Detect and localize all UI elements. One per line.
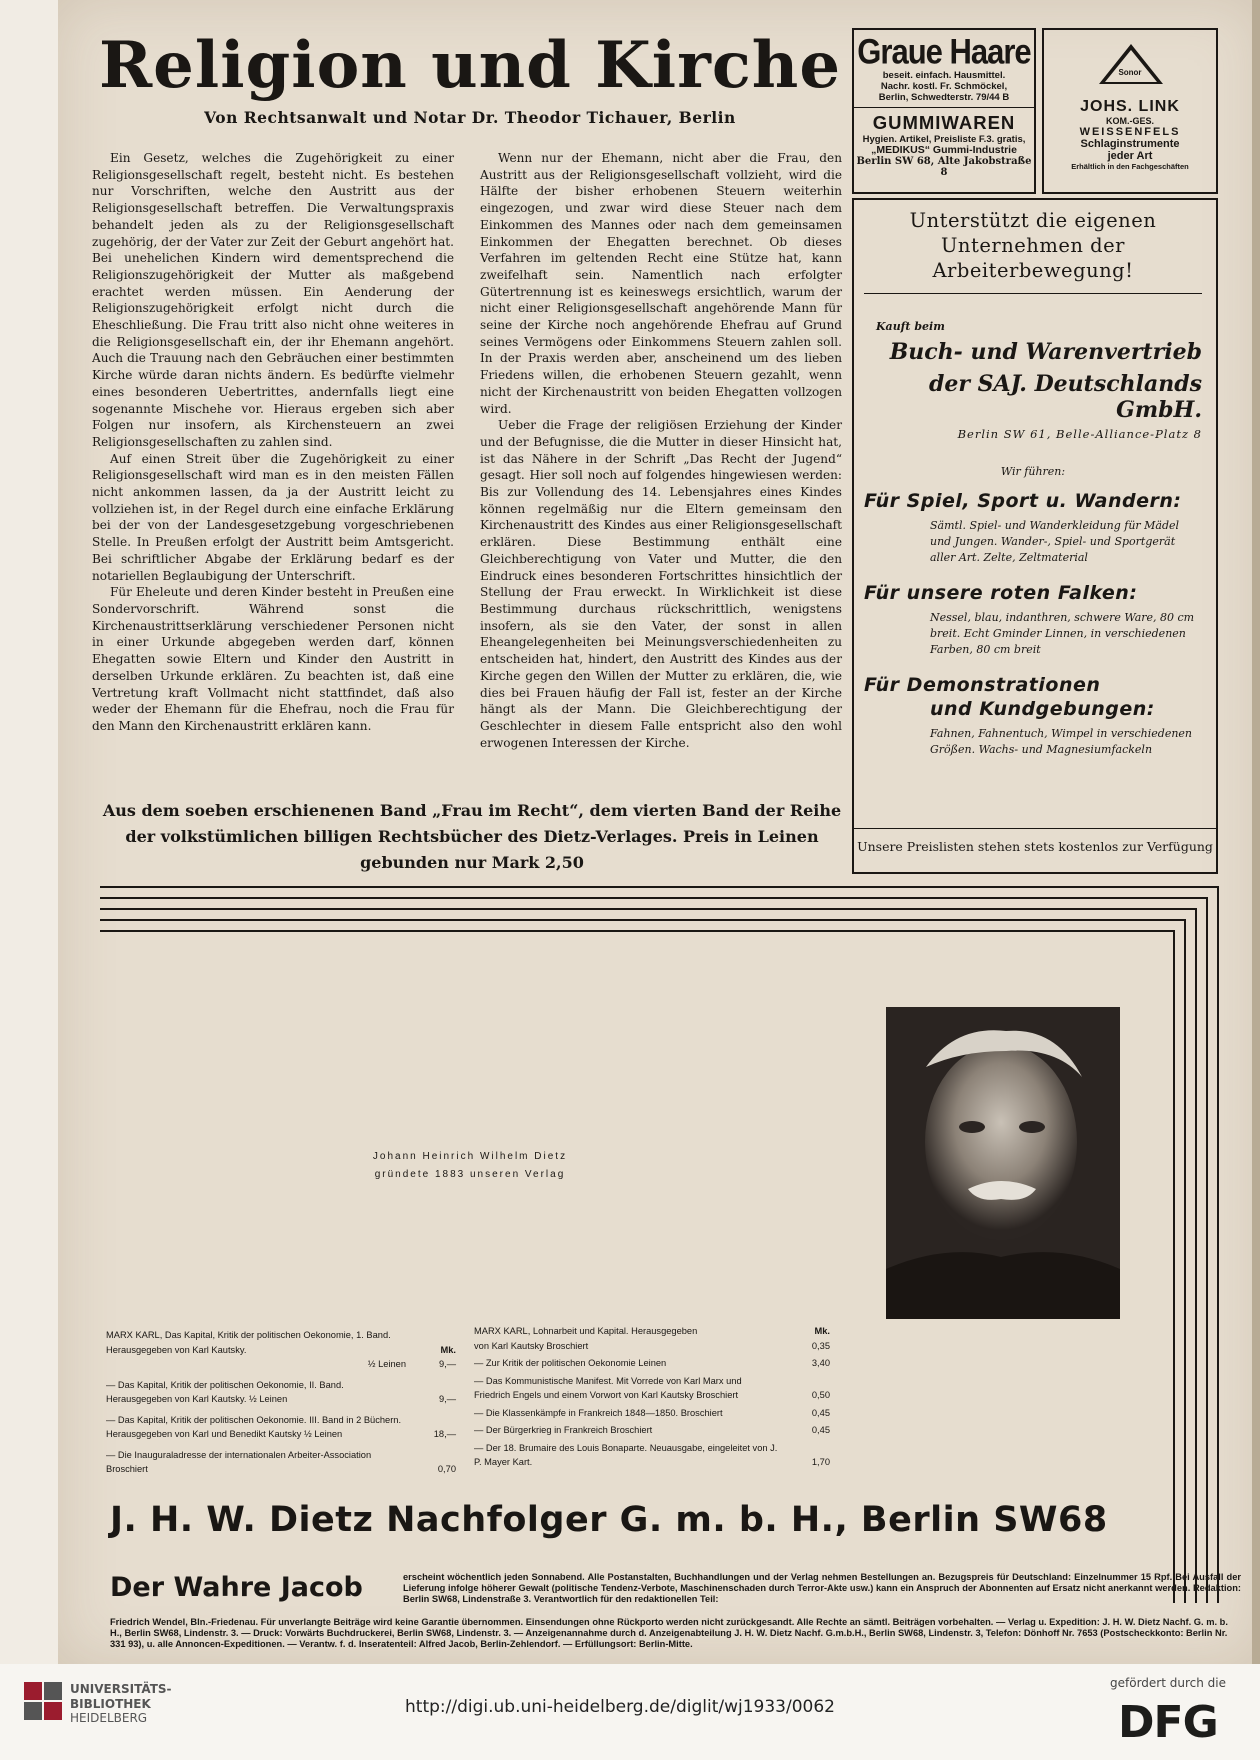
sonor-city: WEISSENFELS <box>1079 126 1181 138</box>
article-column-2 <box>480 150 842 751</box>
ad-wir-fuehren: Wir führen: <box>1000 465 1066 478</box>
dfg-logo: DFG <box>1118 1697 1218 1748</box>
book-price: 9,— <box>438 1359 456 1369</box>
book-title: — Der Bürgerkrieg in Frankreich Broschiert <box>474 1425 653 1435</box>
book-entry <box>106 1328 456 1357</box>
library-name <box>70 1682 172 1726</box>
ad-graue-title: Graue Haare <box>857 31 1031 72</box>
book-title: von Karl Kautsky Broschiert <box>474 1340 589 1351</box>
portrait-caption <box>340 1148 600 1184</box>
ad-gummiwaren-title: GUMMIWAREN <box>872 112 1016 133</box>
book-price: 18,— <box>433 1429 456 1439</box>
book-price: Mk. <box>814 1326 830 1336</box>
book-price: 0,45 <box>811 1407 830 1418</box>
ad-company-name: Buch- und Warenvertrieb <box>889 339 1202 365</box>
book-entry <box>106 1448 456 1477</box>
ad-preislisten: Unsere Preislisten stehen stets kostenlos zur Verfügung <box>854 828 1216 854</box>
paragraph: Ein Gesetz, welches die Zugehörigkeit zu einer Religionsgesellschaft regelt, besteht nicht. Es bestehen nur Vorschriften, welche den Austritt aus der Religionsgesellschaft betreffen. Die Verwaltungspraxis behandelt jeden als zu der Religionsgesellschaft zugehörig, der der Vater zur Zeit der Geburt angehört hat. Bei unehelichen Kindern wird dementsprechend die Religionszugehörigkeit der Mutter als maßgebend erachtet werden müssen. Ein Aenderung der Religionszugehörigkeit erfolgt nicht durch die Eheschließung. Die Frau tritt also nicht ohne weiteres in die Religionsgesellschaft ein, der ihr Ehemann angehört. Auch die Trauung nach den Gebräuchen einer bestimmten Kirche würde daran nichts ändern. Es bedürfte vielmehr eines besonderen Uebertrittes, andernfalls liegt eine sogenannte Mischehe vor. Hieraus ergeben sich aber Folgen nur insofern, als Kirchensteuern an zwei Religionsgesellschaften zu zahlen sind. <box>92 151 454 449</box>
book-title: — Das Kapital, Kritik der politischen Oekonomie, II. Band. Herausgegeben von Karl Kautsky. ½ Leinen <box>106 1379 344 1404</box>
book-price: 9,— <box>438 1394 456 1404</box>
ad-saj-vertrieb <box>852 198 1218 874</box>
book-title: — Das Kommunistische Manifest. Mit Vorrede von Karl Marx und Friedrich Engels und einem Vorwort von Karl Kautsky Broschiert <box>474 1375 742 1400</box>
library-line: UNIVERSITÄTS- <box>70 1682 172 1696</box>
book-entry <box>474 1406 830 1421</box>
book-title: — Die Klassenkämpfe in Frankreich 1848—1850. Broschiert <box>474 1407 723 1418</box>
sonor-product: Schlaginstrumente <box>1080 138 1180 150</box>
book-title: MARX KARL, Lohnarbeit und Kapital. Herausgegeben <box>474 1326 698 1336</box>
book-price: 3,40 <box>811 1358 830 1368</box>
sonor-company: JOHS. LINK <box>1080 98 1180 115</box>
ad-graue-line: beseit. einfach. Hausmittel. <box>882 70 1006 81</box>
book-title: — Die Inauguraladresse der internationalen Arbeiter-Association Broschiert <box>106 1449 372 1474</box>
ad-sonor <box>1042 28 1218 194</box>
article-headline: Religion und Kirche <box>98 28 842 103</box>
ad-graue-line: Berlin, Schwedterstr. 79/44 B <box>878 92 1010 103</box>
masthead-text: erscheint wöchentlich jeden Sonnabend. Alle Postanstalten, Buchhandlungen und der Verlag nehmen Bestellungen an. Bezugspreis für Deutschland: Einzelnummer 15 Rpf. Bei Ausfall der Lieferung infolge höherer Gewalt (politische Tendenz-Verbote, Maschinenschaden durch Terror-Akte usw.) kann ein Anspruch der Abonnenten auf Ersatz nicht anerkannt werden. Redaktion: Berlin SW68, Lindenstraße 3. Verantwortlich für den redaktionellen Teil: <box>403 1572 1241 1605</box>
paragraph: Ueber die Frage der religiösen Erziehung der Kinder und der Befugnisse, die die Mutter in dieser Hinsicht hat, ist das Nähere in der Schrift „Das Recht der Jugend“ gesagt. Hier soll noch auf folgendes hingewiesen werden: Bis zur Vollendung des 14. Lebensjahres eines Kindes können regelmäßig nur die Eltern gemeinsam den Kirchenaustritt des Kindes aus einer Religionsgesellschaft erklären. Diese Bestimmung enthält eine Gleichberechtigung von Vater und Mutter, die den Eindruck eines besonderen Fortschrittes hinsichtlich der Stellung der Frau erweckt. In Wirklichkeit ist diese Bestimmung durchaus rückschrittlich, wenigstens insofern, als sie den Vater, der sonst in allen Eheangelegenheiten bei Meinungsverschiedenheiten zu entscheiden hat, hindert, den Austritt des Kindes aus der Kirche gegen den Willen der Mutter zu erklären, die, wie dies bei Frauen häufig der Fall ist, fester an der Kirche hängt als der Mann. Die Gleichberechtigung der Geschlechter in diesem Falle entspricht also den wohl erwogenen Interessen der Kirche. <box>480 418 842 750</box>
ad-section-text: Nessel, blau, indanthren, schwere Ware, 80 cm breit. Echt Gminder Linnen, in verschiedenen Farben, 80 cm breit <box>930 611 1195 656</box>
book-price: 0,50 <box>811 1390 830 1400</box>
divider <box>854 107 1034 108</box>
caption-line: Johann Heinrich Wilhelm Dietz <box>372 1151 568 1162</box>
caption-line: gründete 1883 unseren Verlag <box>374 1169 566 1180</box>
ad-graue-haare <box>852 28 1036 194</box>
publisher-name: J. H. W. Dietz Nachfolger G. m. b. H., Berlin SW68 <box>110 1500 1108 1540</box>
book-entry <box>106 1413 456 1442</box>
book-title: MARX KARL, Das Kapital, Kritik der politischen Oekonomie, 1. Band. Herausgegeben von Karl Kautsky. <box>106 1330 391 1355</box>
book-title: — Das Kapital, Kritik der politischen Oekonomie. III. Band in 2 Büchern. Herausgegeben von Karl und Benedikt Kautsky ½ Leinen <box>106 1414 402 1439</box>
source-url-link[interactable]: http://digi.ub.uni-heidelberg.de/diglit/wj1933/0062 <box>405 1697 835 1717</box>
ad-slogan: Unterstützt die eigenen Unternehmen der Arbeiterbewegung! <box>864 208 1202 294</box>
ad-gummi-line: „MEDIKUS“ Gummi-Industrie <box>871 144 1017 156</box>
book-price: Mk. <box>440 1344 456 1355</box>
ad-section-heading: Für unsere roten Falken: <box>864 582 1138 604</box>
page-edge <box>1252 0 1260 1664</box>
book-price: 1,70 <box>811 1457 830 1467</box>
library-line: BIBLIOTHEK <box>70 1696 151 1711</box>
sonor-ges: KOM.-GES. <box>1105 116 1154 126</box>
ad-section-heading: und Kundgebungen: <box>930 698 1155 720</box>
book-title: ½ Leinen <box>367 1359 406 1369</box>
sonor-availability: Erhältlich in den Fachgeschäften <box>1071 162 1189 171</box>
masthead-text: Friedrich Wendel, Bln.-Friedenau. Für unverlangte Beiträge wird keine Garantie übernommen. Einsendungen ohne Rückporto werden nicht zurückgesandt. Alle Rechte an sämtl. Beiträgen vorbehalten. — Verlag u. Expedition: J. H. W. Dietz Nachf. G. m. b. H., Berlin SW68, Lindenstr. 3. — Druck: Vorwärts Buchdruckerei, Berlin SW68, Lindenstr. 3. — Anzeigenannahme durch d. Anzeigenabteilung J. H. W. Dietz Nachf. G.m.b.H., Berlin SW68, Lindenstr. 3, Telefon: Dönhoff Nr. 7653 (Postscheckkonto: Berlin Nr. 331 93), u. alle Annoncen-Expeditionen. — Verantw. f. d. Inseratenteil: Alfred Jacob, Berlin-Zehlendorf. — Erfüllungsort: Berlin-Mitte. <box>110 1617 1228 1650</box>
book-list-left <box>106 1328 456 1477</box>
book-price: 0,70 <box>437 1464 456 1474</box>
book-entry <box>474 1339 830 1354</box>
article-column-1 <box>92 150 454 735</box>
ad-company-name: der SAJ. Deutschlands GmbH. <box>929 371 1202 423</box>
book-price: 0,35 <box>811 1340 830 1351</box>
paragraph: Auf einen Streit über die Zugehörigkeit zu einer Religionsgesellschaft wird man es in den meisten Fällen nicht ankommen lassen, da ja der Austritt leicht zu vollziehen ist, in der Regel durch eine einfache Erklärung bei der von der Landesgesetzgebung vorgeschriebenen Stelle. In Preußen erfolgt der Austritt beim Amtsgericht. Bei schriftlicher Abgabe der Erklärung bedarf es der notariellen Beglaubigung der Unterschrift. <box>92 451 454 583</box>
library-line: HEIDELBERG <box>70 1711 148 1725</box>
book-entry <box>474 1423 830 1438</box>
book-entry <box>106 1357 456 1372</box>
ad-graue-line: Nachr. kostl. Fr. Schmöckel, <box>880 81 1008 92</box>
book-entry <box>474 1441 830 1470</box>
ad-section-heading: Für Demonstrationen <box>864 674 1101 696</box>
masthead-title: Der Wahre Jacob <box>110 1572 363 1603</box>
ad-gummi-line: Berlin SW 68, Alte Jakobstraße 8 <box>856 156 1032 178</box>
book-entry <box>474 1324 830 1339</box>
university-library-logo-icon <box>22 1680 64 1726</box>
book-entry <box>474 1356 830 1371</box>
funding-label: gefördert durch die <box>1110 1676 1226 1690</box>
ad-kauft: Kauft beim <box>876 320 945 333</box>
book-entry <box>106 1378 456 1407</box>
ad-section-text: Sämtl. Spiel- und Wanderkleidung für Mädel und Jungen. Wander-, Spiel- und Sportgerät aller Art. Zelte, Zeltmaterial <box>930 519 1180 564</box>
book-price: 0,45 <box>811 1425 830 1435</box>
paragraph: Für Eheleute und deren Kinder besteht in Preußen eine Sondervorschrift. Während sonst die Kirchenaustrittserklärung verschiedener Personen nicht in einer Urkunde abgegeben werden darf, können Ehegatten sowie Eltern und Kinder den Austritt in derselben Urkunde erklären. Zu beachten ist, daß eine Vertretung kraft Vollmacht nicht stattfindet, daß also weder der Ehemann für die Ehefrau, noch die Frau für den Mann den Kirchenaustritt erklären kann. <box>92 585 454 733</box>
book-entry <box>474 1374 830 1403</box>
ad-company-address: Berlin SW 61, Belle-Alliance-Platz 8 <box>957 427 1202 441</box>
ad-section-text: Fahnen, Fahnentuch, Wimpel in verschiedenen Größen. Wachs- und Magnesiumfackeln <box>930 727 1193 756</box>
book-title: — Zur Kritik der politischen Oekonomie Leinen <box>474 1358 667 1368</box>
sonor-product: jeder Art <box>1107 150 1153 162</box>
ad-section-heading: Für Spiel, Sport u. Wandern: <box>864 490 1182 512</box>
article-byline: Von Rechtsanwalt und Notar Dr. Theodor Tichauer, Berlin <box>204 108 736 127</box>
book-title: — Der 18. Brumaire des Louis Bonaparte. Neuausgabe, eingeleitet von J. P. Mayer Kart. <box>474 1442 778 1467</box>
ad-gummi-line: Hygien. Artikel, Preisliste F.3. gratis, <box>862 134 1026 145</box>
paragraph: Wenn nur der Ehemann, nicht aber die Frau, den Austritt aus der Religionsgesellschaft vollzieht, wird die Hälfte der bisher erhobenen Steuern weiterhin eingezogen, und zwar wird diese Steuer nach dem Einkommen des Mannes oder nach dem gemeinsamen Einkommen der Ehegatten berechnet. Ob dieses Verfahren im geltenden Recht eine Stütze hat, kann zweifelhaft sein. Namentlich nach erfolgter Gütertrennung ist es keineswegs ersichtlich, warum der nicht einer Religionsgesellschaft angehörende Mann für seine der Kirche noch angehörende Ehefrau auf Grund seines Vermögens oder Einkommens Steuern zahlen soll. In der Praxis werden aber, anscheinend um des lieben Friedens willen, die erhobenen Steuern gezahlt, wenn nicht der Kirchenaustritt von beiden Ehegatten vollzogen wird. <box>480 151 842 416</box>
sonor-triangle-icon <box>1099 44 1163 84</box>
sonor-logo-text: Sonor <box>1118 68 1142 77</box>
portrait-photo <box>886 1007 1120 1319</box>
source-note: Aus dem soeben erschienenen Band „Frau im Recht“, dem vierten Band der Reihe der volkstümlichen billigen Rechtsbücher des Dietz-Verlages. Preis in Leinen gebunden nur Mark 2,50 <box>102 801 842 872</box>
book-list-right <box>474 1324 830 1470</box>
